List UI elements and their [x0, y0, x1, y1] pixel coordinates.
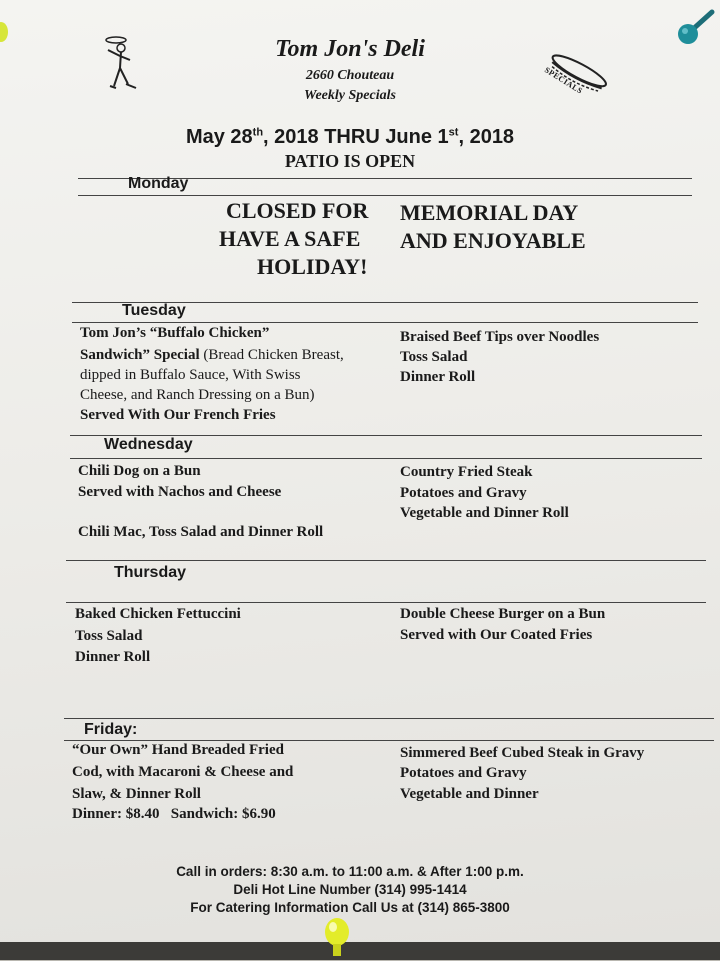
thursday-right-line-2: Served with Our Coated Fries [400, 627, 593, 643]
wednesday-right-line-3: Vegetable and Dinner Roll [400, 505, 569, 521]
tuesday-right-line-1: Braised Beef Tips over Noodles [400, 329, 600, 345]
monday-right-line-1: MEMORIAL DAY [400, 200, 579, 225]
thursday-right-line-1: Double Cheese Burger on a Bun [400, 606, 606, 622]
divider-line [64, 718, 714, 719]
day-label-wednesday: Wednesday [104, 436, 193, 453]
wednesday-right-line-2: Potatoes and Gravy [400, 485, 527, 501]
friday-right-line-1: Simmered Beef Cubed Steak in Gravy [400, 745, 645, 761]
thursday-left-line-2: Toss Salad [75, 628, 143, 644]
tuesday-left-line-2 [80, 345, 344, 365]
day-label-friday: Friday: [84, 721, 138, 738]
tuesday-left-line-3: dipped in Buffalo Sauce, With Swiss [80, 367, 301, 383]
day-label-thursday: Thursday [114, 564, 187, 581]
wednesday-left-line-2: Served with Nachos and Cheese [78, 484, 282, 500]
divider-line [66, 560, 706, 561]
friday-prices: Dinner: $8.40 Sandwich: $6.90 [72, 806, 276, 822]
wednesday-left-line-1: Chili Dog on a Bun [78, 463, 201, 479]
date-range: May 28th, 2018 THRU June 1st, 2018 [185, 126, 515, 148]
tuesday-special-name: Sandwich” Special [80, 347, 200, 363]
monday-right-line-2: AND ENJOYABLE [400, 228, 586, 253]
tuesday-special-desc: (Bread Chicken Breast, [199, 347, 344, 363]
divider-line [70, 458, 702, 459]
footer-order-hours: Call in orders: 8:30 a.m. to 11:00 a.m. & After 1:00 p.m. [176, 864, 524, 879]
wednesday-left-line-3: Chili Mac, Toss Salad and Dinner Roll [78, 524, 324, 540]
tuesday-right-line-3: Dinner Roll [400, 369, 476, 385]
background-strip [0, 942, 720, 960]
friday-right-line-2: Potatoes and Gravy [400, 765, 527, 781]
patio-notice: PATIO IS OPEN [284, 151, 416, 171]
friday-left-line-3: Slaw, & Dinner Roll [72, 786, 201, 802]
tuesday-right-line-2: Toss Salad [400, 349, 468, 365]
deli-name: Tom Jon's Deli [275, 36, 425, 62]
day-label-tuesday: Tuesday [122, 302, 186, 319]
footer-catering: For Catering Information Call Us at (314) 865-3800 [190, 900, 510, 915]
friday-left-line-2: Cod, with Macaroni & Cheese and [72, 764, 294, 780]
thursday-left-line-3: Dinner Roll [75, 649, 151, 665]
monday-left-line-1: CLOSED FOR [226, 198, 369, 223]
deli-address: 2660 Chouteau [305, 68, 395, 83]
tuesday-left-line-5: Served With Our French Fries [80, 407, 276, 423]
thursday-left-line-1: Baked Chicken Fettuccini [75, 606, 241, 622]
tuesday-left-line-4: Cheese, and Ranch Dressing on a Bun) [80, 387, 315, 403]
tuesday-left-line-1: Tom Jon’s “Buffalo Chicken” [80, 325, 270, 341]
divider-line [78, 195, 692, 196]
push-pin-icon [322, 916, 352, 961]
page-subtitle: Weekly Specials [304, 88, 396, 103]
monday-left-line-3: HOLIDAY! [257, 254, 368, 279]
day-label-monday: Monday [128, 175, 189, 192]
wednesday-right-line-1: Country Fried Steak [400, 464, 533, 480]
friday-left-line-1: “Our Own” Hand Breaded Fried [72, 742, 284, 758]
footer-hotline: Deli Hot Line Number (314) 995-1414 [233, 882, 467, 897]
specials-badge-label: SPECIALS [542, 65, 585, 96]
friday-right-line-3: Vegetable and Dinner [400, 786, 539, 802]
divider-line [66, 602, 706, 603]
monday-left-line-2: HAVE A SAFE [219, 226, 361, 251]
